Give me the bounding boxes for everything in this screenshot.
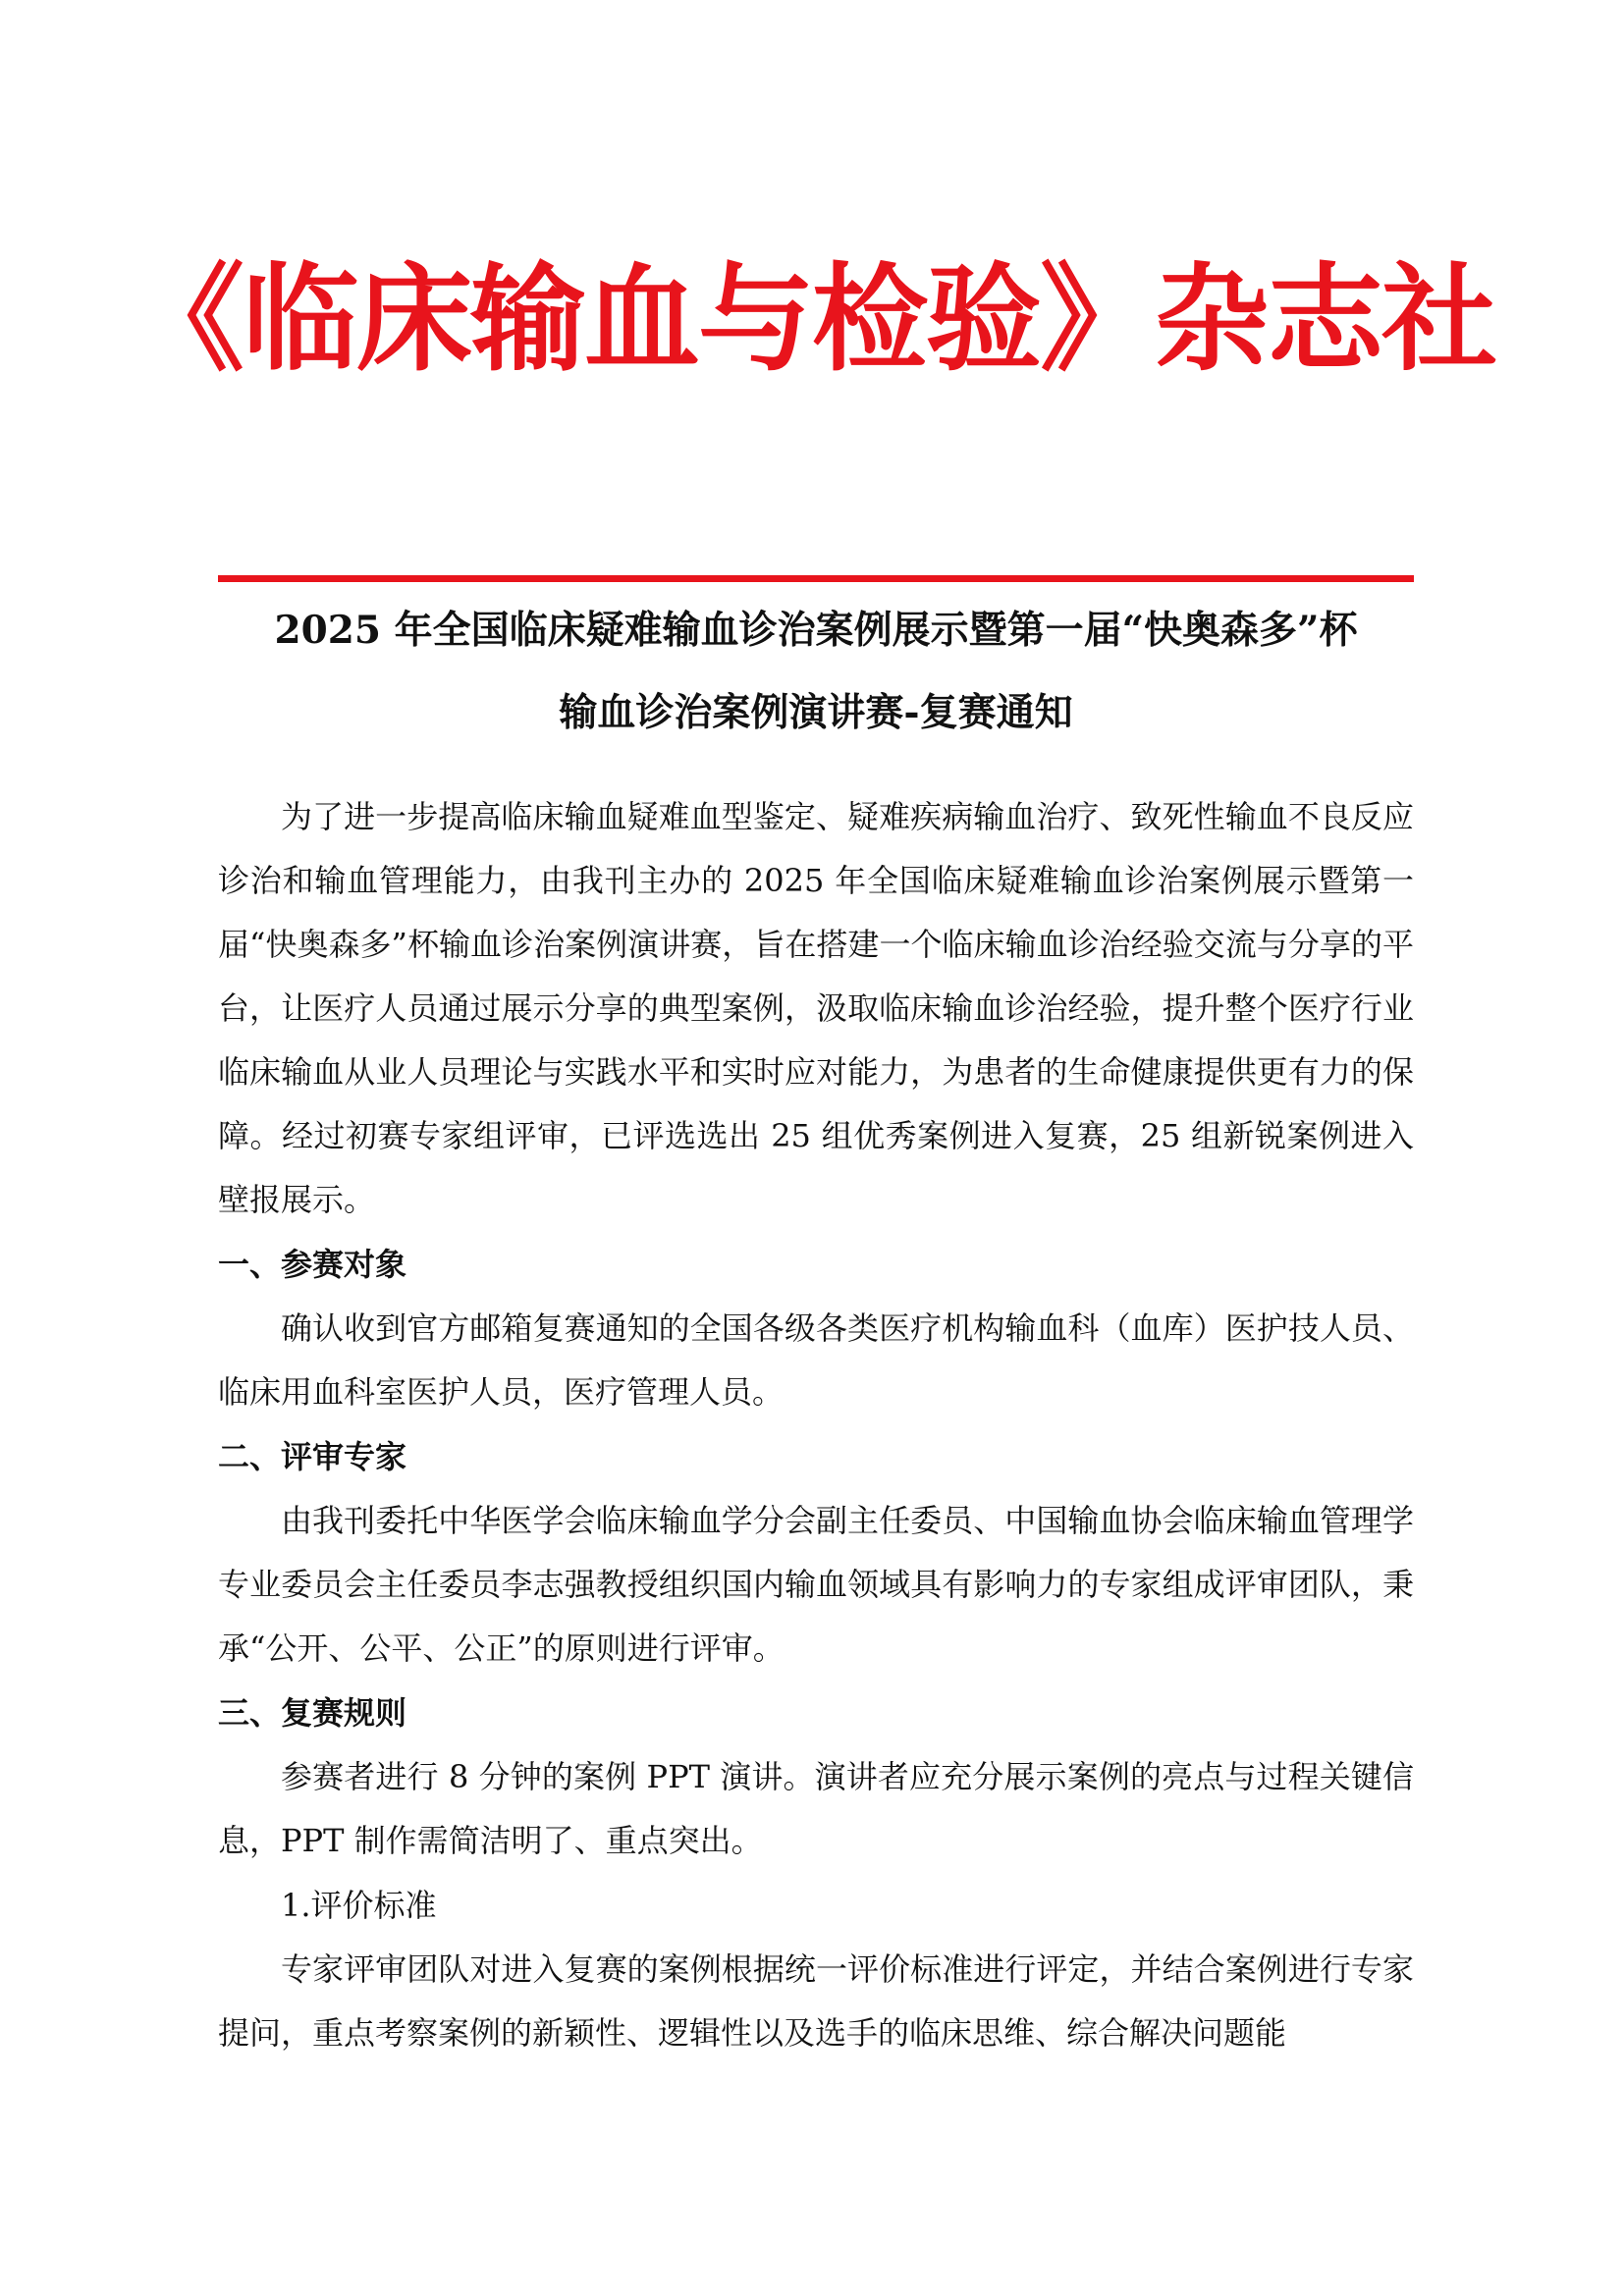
section-heading-judges: 二、评审专家 xyxy=(218,1438,407,1475)
section-text-participants: 确认收到官方邮箱复赛通知的全国各级各类医疗机构输血科（血库）医护技人员、临床用血科室医护人员，医疗管理人员。 xyxy=(218,1309,1414,1411)
notice-body xyxy=(218,785,1414,2065)
intro-paragraph: 为了进一步提高临床输血疑难血型鉴定、疑难疾病输血治疗、致死性输血不良反应诊治和输血管理能力，由我刊主办的 2025 年全国临床疑难输血诊治案例展示暨第一届“快奥森多”杯输血诊治案例演讲赛，旨在搭建一个临床输血诊治经验交流与分享的平台，让医疗人员通过展示分享的典型案例，汲取临床输血诊治经验，提升整个医疗行业临床输血从业人员理论与实践水平和实时应对能力，为患者的生命健康提供更有力的保障。经过初赛专家组评审，已评选选出 25 组优秀案例进入复赛，25 组新锐案例进入壁报展示。 xyxy=(218,798,1414,1218)
section-heading-participants: 一、参赛对象 xyxy=(218,1246,407,1283)
section-heading-rules: 三、复赛规则 xyxy=(218,1694,407,1732)
section-text-rules: 参赛者进行 8 分钟的案例 PPT 演讲。演讲者应充分展示案例的亮点与过程关键信息，PPT 制作需简洁明了、重点突出。 xyxy=(218,1758,1414,1859)
subsection-heading-criteria: 1.评价标准 xyxy=(281,1887,437,1924)
notice-title-line-1: 2025 年全国临床疑难输血诊治案例展示暨第一届“快奥森多”杯 xyxy=(274,608,1358,653)
journal-masthead: 《临床输血与检验》杂志社 xyxy=(128,251,1495,387)
notice-title-line-2: 输血诊治案例演讲赛-复赛通知 xyxy=(559,690,1073,735)
section-text-judges: 由我刊委托中华医学会临床输血学分会副主任委员、中国输血协会临床输血管理学专业委员会主任委员李志强教授组织国内输血领域具有影响力的专家组成评审团队，秉承“公开、公平、公正”的原则进行评审。 xyxy=(218,1502,1414,1667)
subsection-text-criteria: 专家评审团队对进入复赛的案例根据统一评价标准进行评定，并结合案例进行专家提问，重点考察案例的新颖性、逻辑性以及选手的临床思维、综合解决问题能 xyxy=(218,1950,1414,2052)
red-divider-rule xyxy=(218,575,1414,582)
